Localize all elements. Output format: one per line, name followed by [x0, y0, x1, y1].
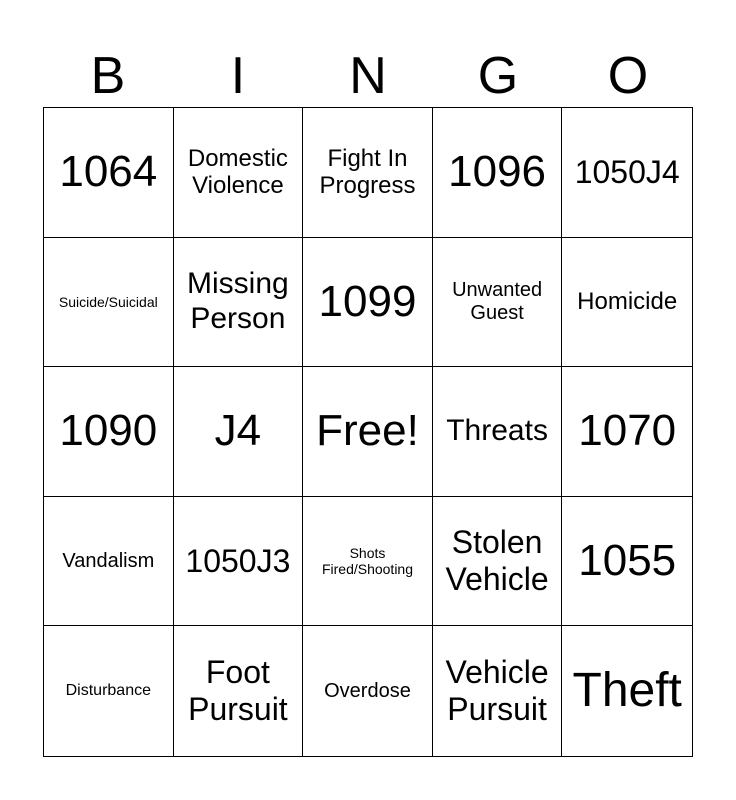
bingo-cell-r3-c2[interactable]: J4 [174, 367, 304, 497]
bingo-cell-r3-c1[interactable]: 1090 [44, 367, 174, 497]
header-letter-o: O [607, 47, 649, 105]
bingo-cell-r5-c3[interactable]: Overdose [303, 626, 433, 756]
bingo-cell-r4-c2[interactable]: 1050J3 [174, 497, 304, 627]
header-letter-b: B [90, 47, 126, 105]
bingo-cell-r5-c1[interactable]: Disturbance [44, 626, 174, 756]
bingo-cell-r5-c5[interactable]: Theft [572, 663, 682, 717]
bingo-cell-r4-c3[interactable]: Shots Fired/Shooting [303, 497, 433, 627]
bingo-cell-r4-c5[interactable]: 1055 [562, 497, 692, 627]
bingo-header [43, 44, 693, 108]
bingo-cell-r2-c2[interactable]: Missing Person [174, 238, 304, 368]
bingo-cell-r1-c2[interactable]: Domestic Violence [174, 108, 304, 238]
bingo-cell-r1-c4[interactable]: 1096 [433, 108, 563, 238]
bingo-cell-r2-c1[interactable]: Suicide/Suicidal [44, 238, 174, 368]
header-letter-g: G [477, 47, 519, 105]
bingo-cell-r4-c4[interactable]: Stolen Vehicle [433, 497, 563, 627]
bingo-cell-r1-c5[interactable]: 1050J4 [562, 108, 692, 238]
header-letter-n: N [349, 47, 387, 105]
bingo-cell-r1-c3[interactable]: Fight In Progress [303, 108, 433, 238]
bingo-cell-r3-c3[interactable]: Free! [303, 367, 433, 497]
header-letter-i: I [230, 47, 246, 105]
bingo-cell-r2-c5[interactable]: Homicide [562, 238, 692, 368]
bingo-cell-r5-c4[interactable]: Vehicle Pursuit [433, 626, 563, 756]
bingo-cell-r4-c1[interactable]: Vandalism [44, 497, 174, 627]
bingo-cell-r2-c3[interactable]: 1099 [303, 238, 433, 368]
bingo-cell-r3-c5[interactable]: 1070 [562, 367, 692, 497]
bingo-cell-r1-c1[interactable]: 1064 [44, 108, 174, 238]
bingo-cell-r5-c2[interactable]: Foot Pursuit [174, 626, 304, 756]
bingo-cell-r2-c4[interactable]: Unwanted Guest [433, 238, 563, 368]
bingo-board [43, 107, 693, 757]
bingo-cell-r3-c4[interactable]: Threats [433, 367, 563, 497]
